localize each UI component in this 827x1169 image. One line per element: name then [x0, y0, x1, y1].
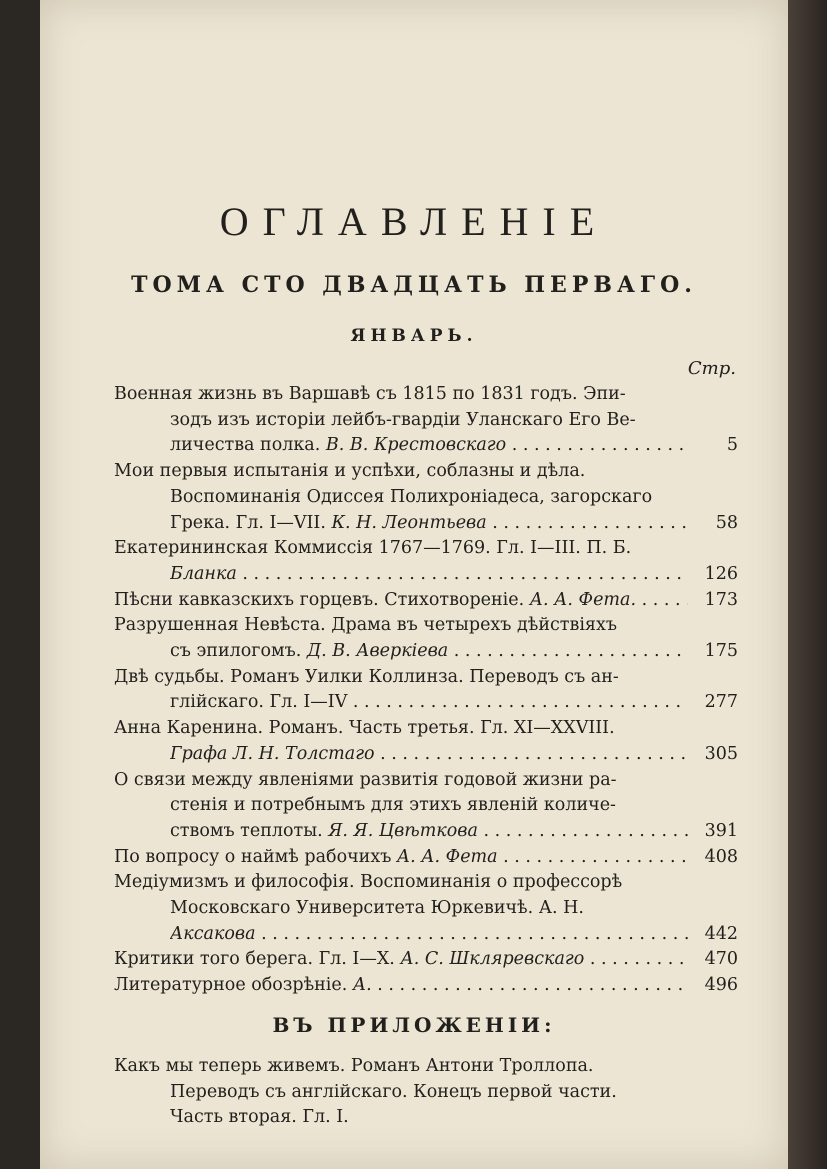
- toc-entry: [114, 536, 738, 587]
- toc-entry-text: [170, 690, 688, 716]
- toc-entry-title: съ эпилогомъ.: [170, 641, 302, 662]
- toc-entry-author: Бланка: [170, 563, 237, 584]
- toc-entry: [114, 947, 738, 973]
- toc-entry-text: [170, 742, 688, 768]
- toc-entry-author: Д. В. Аверкiева: [306, 641, 449, 662]
- toc-entry-last-line: [114, 947, 738, 973]
- toc-entry-author: Графа Л. Н. Толстаго: [170, 743, 375, 764]
- toc-entry-page: 408: [704, 846, 738, 867]
- toc-entry-line: Воспоминанiя Одиссея Полихронiадеса, загорскаго: [170, 486, 653, 507]
- toc-entry-line: Екатерининская Коммиссiя 1767—1769. Гл. I—III. П. Б.: [114, 538, 632, 559]
- toc-entry-text: [114, 973, 688, 999]
- toc-entry-page: 470: [704, 949, 738, 970]
- toc-entry-line: О связи между явленiями развитiя годовой жизни ра-: [114, 769, 617, 790]
- appendix-line: Какъ мы теперь живемъ. Романъ Антони Троллопа.: [114, 1056, 594, 1076]
- toc-entry-page: 58: [715, 512, 738, 533]
- book-page: [40, 0, 788, 1169]
- table-of-contents: [114, 382, 738, 999]
- toc-entry-author: Аксакова: [170, 923, 256, 944]
- toc-entry-page: 442: [704, 923, 738, 944]
- toc-entry-line: Медiумизмъ и философiя. Воспоминанiя о профессорѣ: [114, 872, 623, 893]
- toc-entry: [114, 613, 738, 664]
- toc-entry: [114, 768, 738, 845]
- toc-entry: [114, 973, 738, 999]
- toc-entry-author: Я. Я. Цвѣткова: [328, 820, 478, 841]
- toc-entry-last-line: [114, 742, 738, 768]
- toc-entry-text: [170, 562, 688, 588]
- toc-entry-text: [170, 639, 688, 665]
- toc-entry: [114, 665, 738, 716]
- toc-entry-text: [170, 819, 688, 845]
- book-edge: [788, 0, 827, 1169]
- toc-entry-title: По вопросу о наймѣ рабочихъ: [114, 846, 392, 867]
- toc-entry-line: Мои первыя испытанiя и успѣхи, соблазны и дѣла.: [114, 461, 586, 482]
- toc-entry-author: К. Н. Леонтьева: [331, 512, 487, 533]
- toc-entry-last-line: [114, 690, 738, 716]
- toc-entry-line: зодъ изъ исторiи лейбъ-гвардiи Уланскаго Его Ве-: [170, 409, 636, 430]
- toc-entry: [114, 845, 738, 871]
- toc-entry-title: Критики того берега. Гл. I—X.: [114, 949, 395, 970]
- toc-entry: [114, 382, 738, 459]
- toc-entry-line: Военная жизнь въ Варшавѣ съ 1815 по 1831 годъ. Эпи-: [114, 384, 626, 404]
- toc-entry-title: Литературное обозрѣнiе.: [114, 975, 348, 996]
- toc-entry-author: В. В. Крестовскаго: [325, 435, 507, 456]
- page-column-label: Стр.: [687, 358, 736, 379]
- page-title: ОГЛАВЛЕНIЕ: [219, 199, 609, 244]
- toc-entry-line: стенiя и потребнымъ для этихъ явленiй количе-: [170, 795, 616, 816]
- toc-entry-text: [114, 845, 688, 871]
- appendix-line: Часть вторая. Гл. I.: [170, 1107, 349, 1128]
- toc-entry: [114, 588, 738, 614]
- toc-entry-title: Пѣсни кавказскихъ горцевъ. Стихотворенiе.: [114, 589, 525, 610]
- toc-entry-title: глiйскаго. Гл. I—IV: [170, 692, 348, 713]
- toc-entry-title: ствомъ теплоты.: [170, 820, 323, 841]
- toc-entry-title: Грека. Гл. I—VII.: [170, 512, 326, 533]
- toc-entry-line: Разрушенная Невѣста. Драма въ четырехъ дѣйствiяхъ: [114, 615, 617, 636]
- toc-entry-last-line: [114, 922, 738, 948]
- month-heading: ЯНВАРЬ.: [350, 326, 478, 346]
- toc-entry-page: 126: [704, 563, 738, 584]
- toc-entry-page: 496: [704, 975, 738, 996]
- toc-entry-author: А. А. Фета.: [529, 589, 637, 610]
- toc-entry-last-line: [114, 588, 738, 614]
- toc-entry-text: [114, 947, 688, 973]
- toc-entry-last-line: [114, 845, 738, 871]
- toc-entry-page: 391: [704, 820, 738, 841]
- toc-entry-page: 277: [704, 692, 738, 713]
- toc-entry-author: А. С. Шкляревскаго: [400, 949, 585, 970]
- toc-entry-last-line: [114, 511, 738, 537]
- toc-entry-line: Московскаго Университета Юркевичѣ. А. Н.: [170, 898, 584, 919]
- toc-entry-last-line: [114, 433, 738, 459]
- toc-entry-page: 305: [704, 743, 738, 764]
- toc-entry-text: [170, 511, 688, 537]
- toc-entry-last-line: [114, 562, 738, 588]
- toc-entry-title: личества полка.: [170, 435, 321, 456]
- toc-entry-last-line: [114, 973, 738, 999]
- appendix-line: Переводъ съ англiйскаго. Конецъ первой части.: [170, 1081, 617, 1102]
- toc-entry-line: Двѣ судьбы. Романъ Уилки Коллинза. Переводъ съ ан-: [114, 666, 619, 687]
- toc-entry-last-line: [114, 819, 738, 845]
- toc-entry-page: 5: [726, 435, 738, 456]
- appendix-entry: [114, 1054, 738, 1131]
- toc-entry-author: А.: [352, 975, 372, 996]
- toc-entry-last-line: [114, 639, 738, 665]
- toc-entry-line: Анна Каренина. Романъ. Часть третья. Гл. XI—XXVIII.: [114, 718, 615, 739]
- appendix-heading: ВЪ ПРИЛОЖЕНIИ:: [272, 1013, 556, 1037]
- toc-entry: [114, 870, 738, 947]
- volume-subtitle: ТОМА СТО ДВАДЦАТЬ ПЕРВАГО.: [131, 272, 697, 298]
- toc-entry-text: [114, 588, 688, 614]
- toc-entry-page: 173: [704, 589, 738, 610]
- toc-entry-text: [170, 922, 688, 948]
- toc-entry-page: 175: [704, 641, 738, 662]
- toc-entry-author: А. А. Фета: [396, 846, 498, 867]
- toc-entry: [114, 716, 738, 767]
- toc-entry: [114, 459, 738, 536]
- toc-entry-text: [170, 433, 688, 459]
